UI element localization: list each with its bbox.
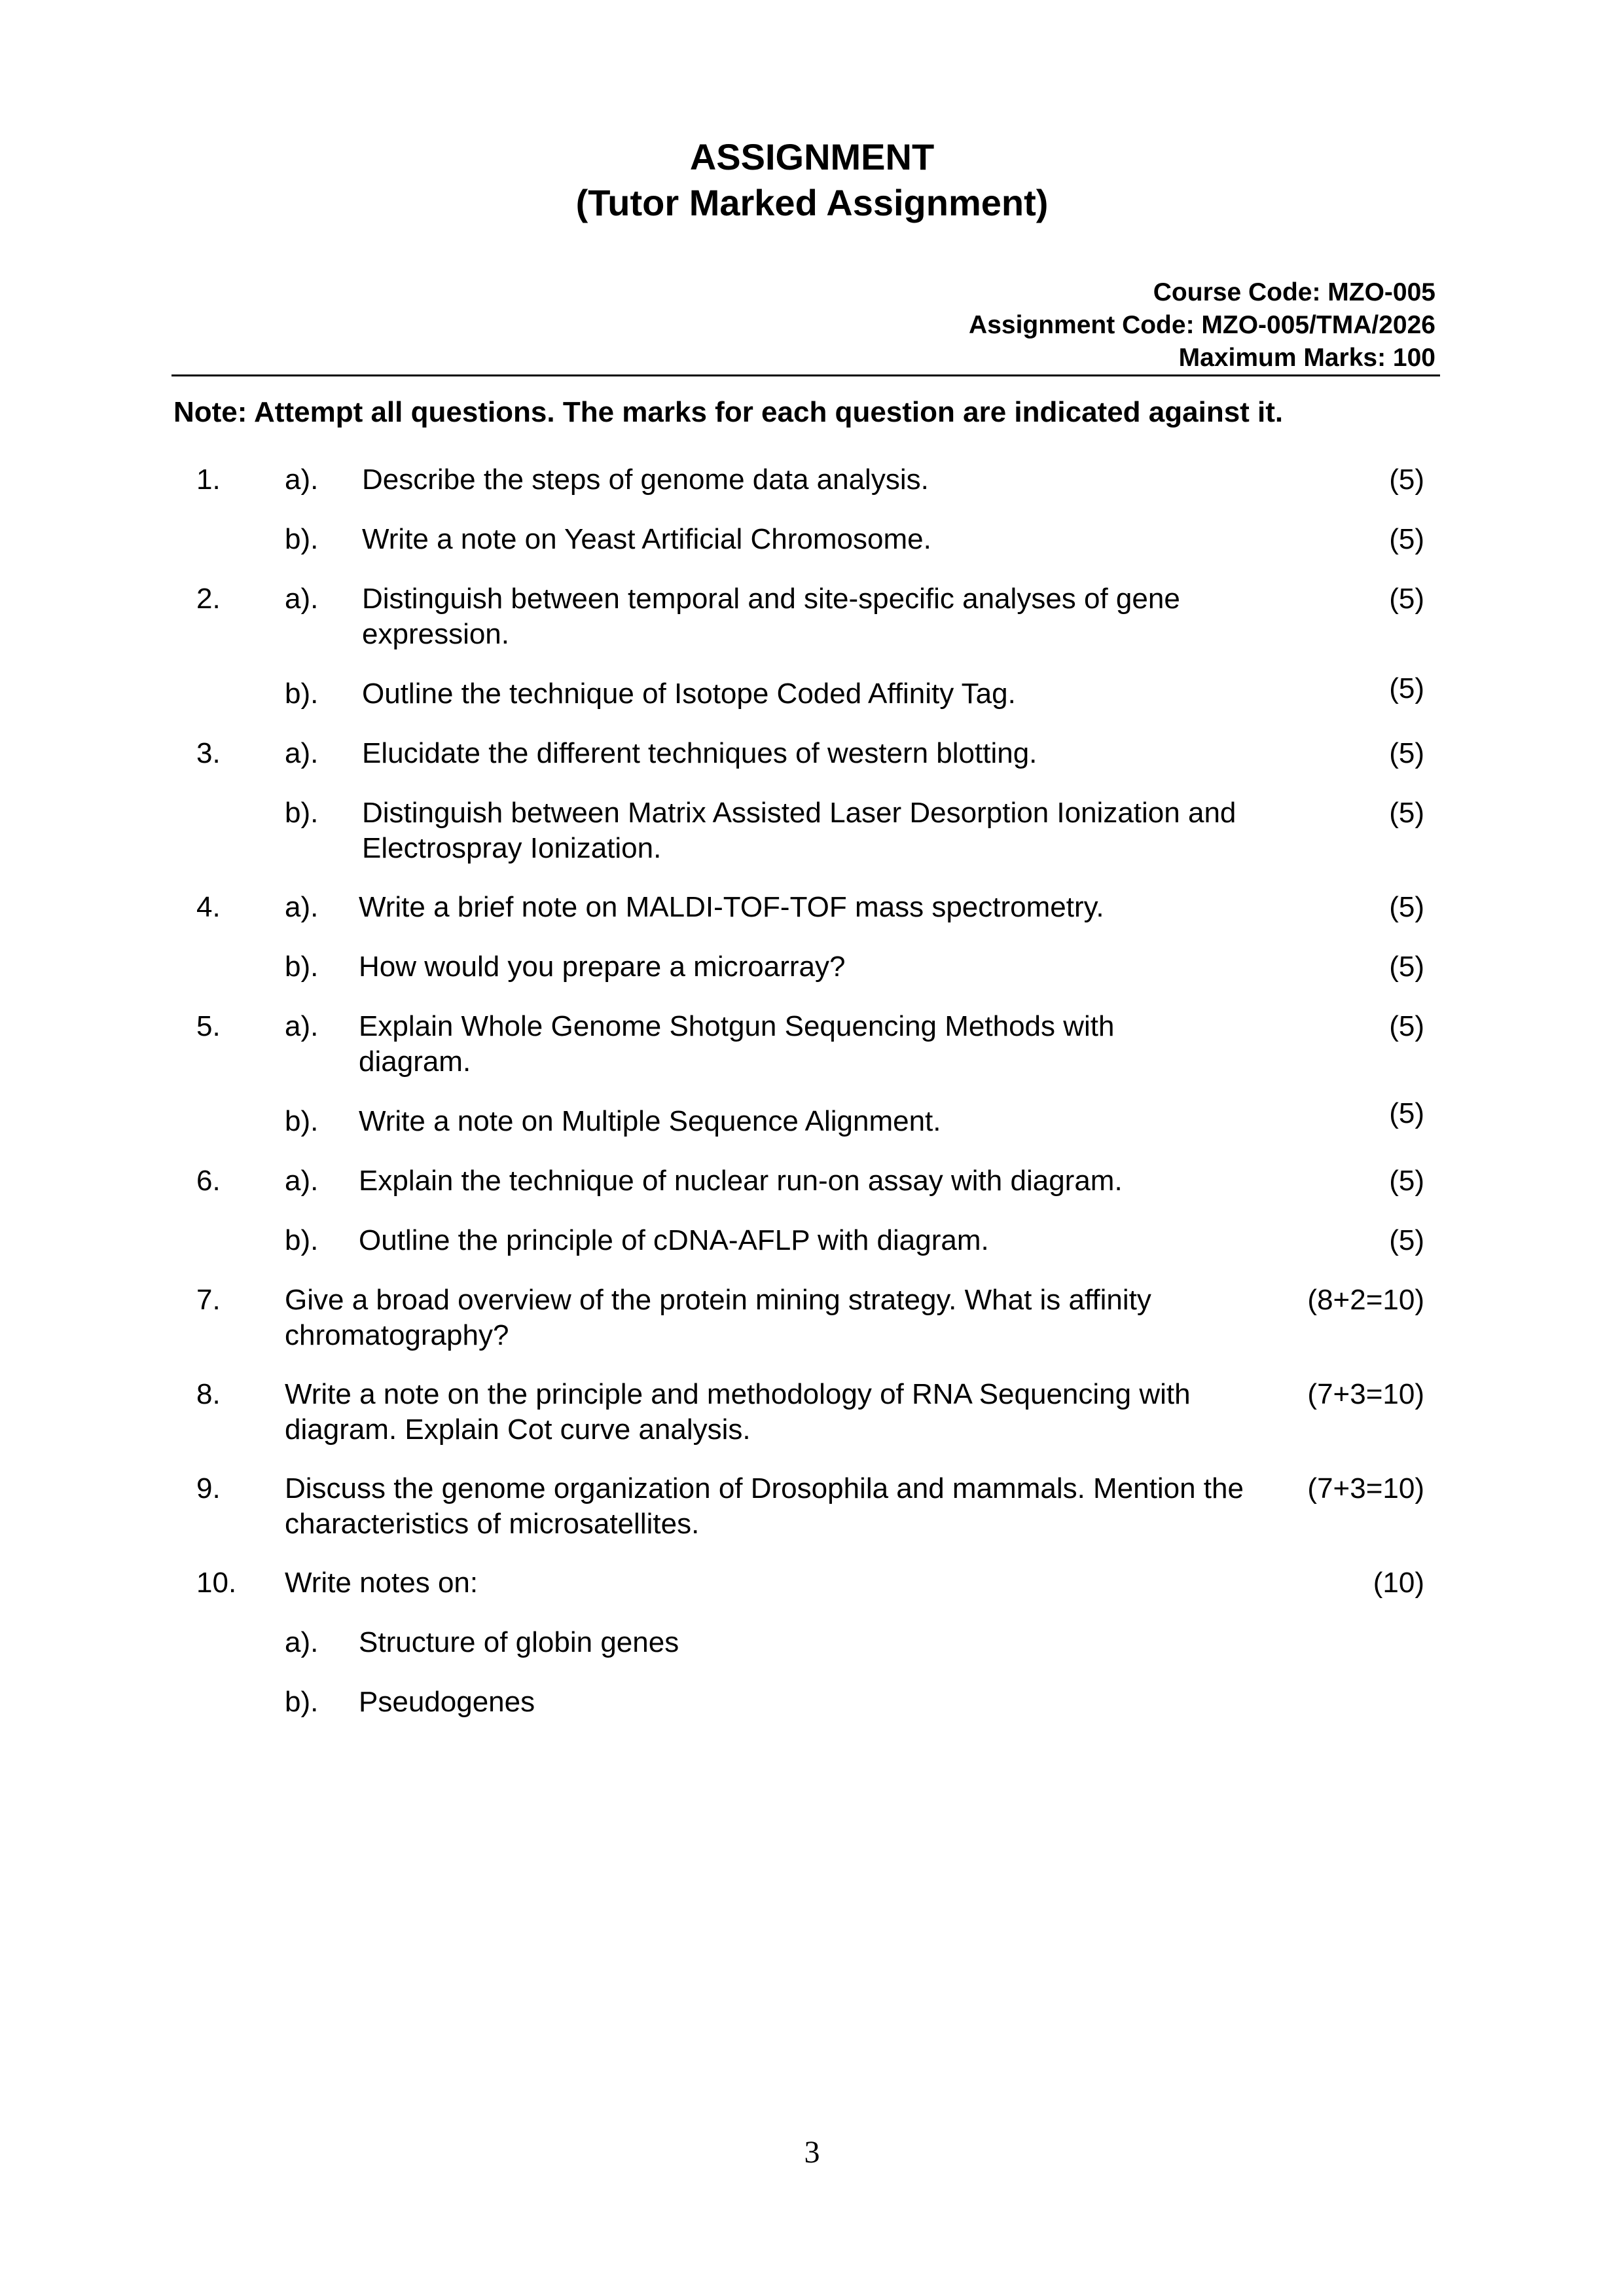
course-info-block [969, 276, 1435, 374]
question-marks: (5) [1389, 464, 1424, 496]
question-number: 8. [196, 1378, 221, 1410]
question-number: 7. [196, 1284, 221, 1316]
header-divider [171, 374, 1440, 376]
question-marks: (5) [1389, 523, 1424, 555]
question-text: Describe the steps of genome data analysis. [362, 464, 929, 496]
question-text: Write a note on the principle and methodology of RNA Sequencing with diagram. Explain Cot curve analysis. [285, 1378, 1191, 1446]
question-part: b). [285, 797, 319, 829]
question-text: Write a note on Multiple Sequence Alignment. [359, 1105, 941, 1137]
question-marks: (5) [1389, 1097, 1424, 1129]
question-text: How would you prepare a microarray? [359, 951, 846, 983]
question-text: Write a brief note on MALDI-TOF-TOF mass spectrometry. [359, 891, 1104, 923]
question-part: a). [285, 1010, 319, 1042]
question-number: 4. [196, 891, 221, 923]
question-marks: (7+3=10) [1307, 1378, 1424, 1410]
question-number: 6. [196, 1165, 221, 1197]
question-marks: (8+2=10) [1307, 1284, 1424, 1316]
question-part: b). [285, 1224, 319, 1256]
question-part: a). [285, 464, 319, 496]
question-marks: (5) [1389, 1010, 1424, 1042]
question-text: Distinguish between Matrix Assisted Laser Desorption Ionization and Electrospray Ionization. [362, 797, 1236, 864]
question-number: 2. [196, 583, 221, 615]
question-number: 5. [196, 1010, 221, 1042]
maximum-marks: Maximum Marks: 100 [1178, 344, 1435, 372]
question-number: 10. [196, 1567, 237, 1599]
question-marks: (7+3=10) [1307, 1472, 1424, 1504]
question-marks: (5) [1389, 1165, 1424, 1197]
question-part: a). [285, 737, 319, 769]
question-text: Explain the technique of nuclear run-on assay with diagram. [359, 1165, 1123, 1197]
question-text: Explain Whole Genome Shotgun Sequencing Methods with diagram. [359, 1010, 1115, 1078]
instructions-note: Note: Attempt all questions. The marks for each question are indicated against it. [173, 396, 1284, 428]
question-text: Write notes on: [285, 1567, 478, 1599]
question-part: a). [285, 1165, 319, 1197]
question-marks: (5) [1389, 891, 1424, 923]
question-marks: (5) [1389, 1224, 1424, 1256]
question-part: b). [285, 1105, 319, 1137]
question-part: a). [285, 891, 319, 923]
question-text: Pseudogenes [359, 1686, 535, 1718]
question-text: Elucidate the different techniques of western blotting. [362, 737, 1038, 769]
question-marks: (5) [1389, 737, 1424, 769]
question-text: Write a note on Yeast Artificial Chromosome. [362, 523, 931, 555]
question-text: Discuss the genome organization of Drosophila and mammals. Mention the characteristics of microsatellites. [285, 1472, 1244, 1540]
question-marks: (5) [1389, 951, 1424, 983]
question-marks: (5) [1389, 583, 1424, 615]
question-part: a). [285, 1626, 319, 1658]
question-text: Give a broad overview of the protein mining strategy. What is affinity chromatography? [285, 1284, 1151, 1351]
assignment-code: Assignment Code: MZO-005/TMA/2026 [969, 311, 1435, 339]
question-part: b). [285, 678, 319, 710]
question-text: Distinguish between temporal and site-specific analyses of gene expression. [362, 583, 1180, 650]
course-code: Course Code: MZO-005 [1153, 278, 1435, 306]
question-part: b). [285, 1686, 319, 1718]
question-part: b). [285, 523, 319, 555]
page-title: ASSIGNMENT [689, 136, 935, 177]
question-text: Structure of globin genes [359, 1626, 679, 1658]
question-part: a). [285, 583, 319, 615]
question-marks: (10) [1373, 1567, 1424, 1599]
question-marks: (5) [1389, 672, 1424, 704]
question-number: 9. [196, 1472, 221, 1504]
question-number: 1. [196, 464, 221, 496]
question-number: 3. [196, 737, 221, 769]
question-marks: (5) [1389, 797, 1424, 829]
question-text: Outline the technique of Isotope Coded Affinity Tag. [362, 678, 1016, 710]
page-number: 3 [804, 2135, 820, 2170]
question-text: Outline the principle of cDNA-AFLP with diagram. [359, 1224, 989, 1256]
page-subtitle: (Tutor Marked Assignment) [575, 182, 1049, 223]
question-part: b). [285, 951, 319, 983]
